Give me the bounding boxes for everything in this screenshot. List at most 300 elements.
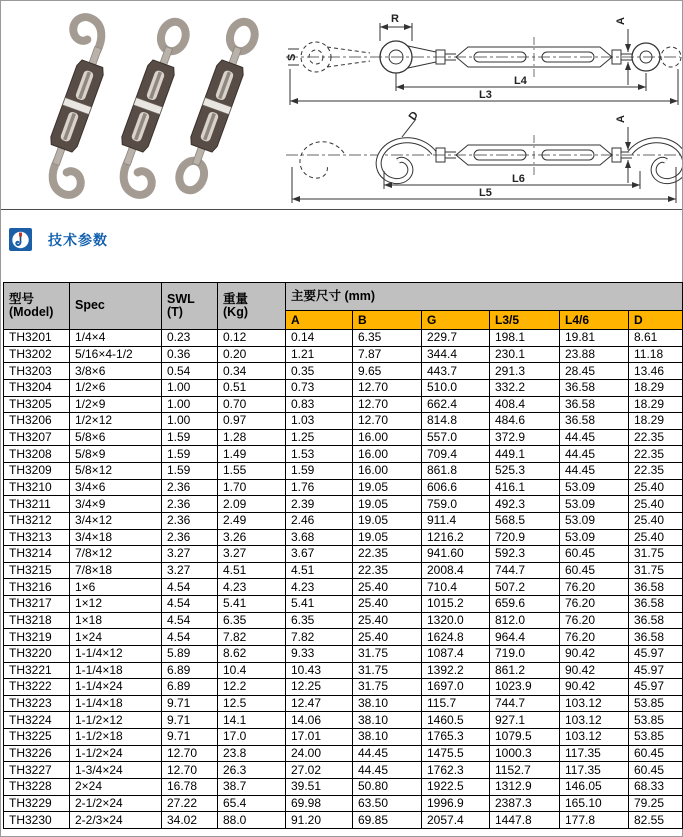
- cell-b: 22.35: [353, 562, 422, 579]
- cell-l4-6: 117.35: [560, 745, 629, 762]
- cell-g: 911.4: [422, 512, 490, 529]
- cell-model: TH3226: [4, 745, 70, 762]
- cell-model: TH3216: [4, 579, 70, 596]
- cell-g: 1765.3: [422, 729, 490, 746]
- col-header-l4-6: L4/6: [560, 311, 629, 330]
- table-row: [4, 463, 683, 480]
- cell-a: 3.67: [286, 546, 353, 563]
- turnbuckle-eye-hook: [105, 18, 207, 199]
- cell-spec: 5/16×4-1/2: [70, 346, 162, 363]
- table-row: [4, 529, 683, 546]
- section-title: 技术参数: [48, 231, 108, 248]
- cell-spec: 2-1/2×24: [70, 795, 162, 812]
- table-row: [4, 562, 683, 579]
- table-row: [4, 546, 683, 563]
- cell-b: 44.45: [353, 745, 422, 762]
- cell-b: 44.45: [353, 762, 422, 779]
- spec-table: [3, 282, 683, 829]
- table-row: [4, 629, 683, 646]
- cell-g: 1216.2: [422, 529, 490, 546]
- cell-l3-5: 449.1: [490, 446, 560, 463]
- cell-model: TH3208: [4, 446, 70, 463]
- col-header-swl: SWL (T): [162, 283, 218, 330]
- cell-l4-6: 36.58: [560, 379, 629, 396]
- cell-swl: 3.27: [162, 546, 218, 563]
- cell-g: 1320.0: [422, 612, 490, 629]
- cell-swl: 4.54: [162, 579, 218, 596]
- cell-a: 12.25: [286, 679, 353, 696]
- cell-b: 12.70: [353, 413, 422, 430]
- cell-b: 25.40: [353, 612, 422, 629]
- cell-g: 814.8: [422, 413, 490, 430]
- cell-l4-6: 28.45: [560, 363, 629, 380]
- cell-a: 1.21: [286, 346, 353, 363]
- cell-l3-5: 408.4: [490, 396, 560, 413]
- cell-l4-6: 36.58: [560, 396, 629, 413]
- cell-weight: 4.23: [218, 579, 286, 596]
- cell-l4-6: 165.10: [560, 795, 629, 812]
- cell-d: 82.55: [629, 812, 683, 829]
- table-row: [4, 596, 683, 613]
- cell-g: 1624.8: [422, 629, 490, 646]
- cell-d: 53.85: [629, 695, 683, 712]
- cell-swl: 2.36: [162, 479, 218, 496]
- cell-b: 19.05: [353, 512, 422, 529]
- cell-spec: 1/2×9: [70, 396, 162, 413]
- cell-a: 10.43: [286, 662, 353, 679]
- cell-swl: 0.23: [162, 330, 218, 347]
- cell-spec: 1/2×6: [70, 379, 162, 396]
- cell-b: 7.87: [353, 346, 422, 363]
- cell-weight: 3.26: [218, 529, 286, 546]
- cell-d: 31.75: [629, 562, 683, 579]
- cell-l3-5: 525.3: [490, 463, 560, 480]
- cell-l4-6: 76.20: [560, 596, 629, 613]
- dim-label-a: A: [615, 115, 627, 123]
- cell-g: 344.4: [422, 346, 490, 363]
- media-section: [1, 1, 682, 210]
- cell-weight: 0.20: [218, 346, 286, 363]
- cell-b: 25.40: [353, 596, 422, 613]
- table-row: [4, 346, 683, 363]
- cell-l3-5: 291.3: [490, 363, 560, 380]
- cell-weight: 2.09: [218, 496, 286, 513]
- table-row: [4, 729, 683, 746]
- cell-l4-6: 90.42: [560, 679, 629, 696]
- cell-b: 31.75: [353, 679, 422, 696]
- section-heading: [9, 228, 108, 251]
- cell-d: 18.29: [629, 379, 683, 396]
- cell-swl: 2.36: [162, 529, 218, 546]
- cell-model: TH3228: [4, 778, 70, 795]
- cell-d: 22.35: [629, 446, 683, 463]
- cell-b: 16.00: [353, 463, 422, 480]
- cell-d: 36.58: [629, 612, 683, 629]
- cell-swl: 2.36: [162, 512, 218, 529]
- cell-a: 3.68: [286, 529, 353, 546]
- cell-l4-6: 60.45: [560, 546, 629, 563]
- col-header-weight: 重量 (Kg): [218, 283, 286, 330]
- table-row: [4, 812, 683, 829]
- cell-l4-6: 53.09: [560, 529, 629, 546]
- cell-l3-5: 720.9: [490, 529, 560, 546]
- cell-l3-5: 2387.3: [490, 795, 560, 812]
- cell-b: 31.75: [353, 645, 422, 662]
- cell-model: TH3217: [4, 596, 70, 613]
- table-row: [4, 446, 683, 463]
- dim-label-l3: L3: [479, 89, 492, 101]
- cell-swl: 1.00: [162, 413, 218, 430]
- cell-l3-5: 719.0: [490, 645, 560, 662]
- col-header-d: D: [629, 311, 683, 330]
- cell-weight: 1.49: [218, 446, 286, 463]
- cell-a: 24.00: [286, 745, 353, 762]
- cell-model: TH3219: [4, 629, 70, 646]
- cell-b: 16.00: [353, 429, 422, 446]
- cell-a: 1.59: [286, 463, 353, 480]
- cell-swl: 3.27: [162, 562, 218, 579]
- cell-weight: 23.8: [218, 745, 286, 762]
- dim-label-l4: L4: [514, 75, 527, 87]
- cell-a: 17.01: [286, 729, 353, 746]
- cell-weight: 2.49: [218, 512, 286, 529]
- cell-g: 709.4: [422, 446, 490, 463]
- cell-spec: 1-1/2×24: [70, 745, 162, 762]
- cell-b: 31.75: [353, 662, 422, 679]
- cell-spec: 1-1/4×18: [70, 695, 162, 712]
- cell-l4-6: 23.88: [560, 346, 629, 363]
- table-row: [4, 512, 683, 529]
- cell-g: 759.0: [422, 496, 490, 513]
- cell-weight: 14.1: [218, 712, 286, 729]
- spec-table-body: [4, 330, 683, 829]
- cell-weight: 0.70: [218, 396, 286, 413]
- table-row: [4, 612, 683, 629]
- cell-g: 606.6: [422, 479, 490, 496]
- cell-l3-5: 492.3: [490, 496, 560, 513]
- cell-weight: 38.7: [218, 778, 286, 795]
- cell-l4-6: 90.42: [560, 645, 629, 662]
- cell-g: 115.7: [422, 695, 490, 712]
- cell-model: TH3224: [4, 712, 70, 729]
- cell-l4-6: 117.35: [560, 762, 629, 779]
- col-header-model: 型号 (Model): [4, 283, 70, 330]
- cell-spec: 7/8×18: [70, 562, 162, 579]
- cell-g: 1762.3: [422, 762, 490, 779]
- drawing-eye-eye: [284, 11, 682, 108]
- cell-l3-5: 198.1: [490, 330, 560, 347]
- cell-l3-5: 1000.3: [490, 745, 560, 762]
- cell-model: TH3202: [4, 346, 70, 363]
- cell-l3-5: 332.2: [490, 379, 560, 396]
- table-row: [4, 778, 683, 795]
- dim-label-r: R: [391, 13, 399, 25]
- cell-l4-6: 53.09: [560, 479, 629, 496]
- cell-l4-6: 103.12: [560, 729, 629, 746]
- dim-label-l5: L5: [479, 187, 492, 199]
- cell-d: 18.29: [629, 413, 683, 430]
- cell-model: TH3214: [4, 546, 70, 563]
- cell-model: TH3225: [4, 729, 70, 746]
- col-header-dimensions-group: 主要尺寸 (mm): [286, 283, 683, 311]
- cell-g: 229.7: [422, 330, 490, 347]
- cell-spec: 1-1/2×18: [70, 729, 162, 746]
- cell-g: 662.4: [422, 396, 490, 413]
- cell-l3-5: 964.4: [490, 629, 560, 646]
- cell-g: 2057.4: [422, 812, 490, 829]
- cell-b: 19.05: [353, 529, 422, 546]
- cell-weight: 26.3: [218, 762, 286, 779]
- cell-d: 36.58: [629, 629, 683, 646]
- cell-a: 1.76: [286, 479, 353, 496]
- cell-l4-6: 103.12: [560, 695, 629, 712]
- cell-weight: 6.35: [218, 612, 286, 629]
- cell-l3-5: 1312.9: [490, 778, 560, 795]
- cell-weight: 0.97: [218, 413, 286, 430]
- cell-swl: 0.54: [162, 363, 218, 380]
- cell-l3-5: 230.1: [490, 346, 560, 363]
- cell-l4-6: 146.05: [560, 778, 629, 795]
- cell-a: 12.47: [286, 695, 353, 712]
- cell-model: TH3221: [4, 662, 70, 679]
- cell-spec: 2-2/3×24: [70, 812, 162, 829]
- table-row: [4, 363, 683, 380]
- cell-l4-6: 53.09: [560, 496, 629, 513]
- cell-spec: 1-1/4×18: [70, 662, 162, 679]
- cell-model: TH3203: [4, 363, 70, 380]
- table-row: [4, 330, 683, 347]
- cell-l4-6: 76.20: [560, 629, 629, 646]
- cell-b: 22.35: [353, 546, 422, 563]
- cell-swl: 27.22: [162, 795, 218, 812]
- cell-swl: 5.89: [162, 645, 218, 662]
- cell-spec: 1/2×12: [70, 413, 162, 430]
- cell-spec: 1-1/2×12: [70, 712, 162, 729]
- cell-swl: 4.54: [162, 596, 218, 613]
- cell-g: 710.4: [422, 579, 490, 596]
- table-row: [4, 762, 683, 779]
- cell-a: 1.53: [286, 446, 353, 463]
- cell-d: 25.40: [629, 496, 683, 513]
- cell-d: 45.97: [629, 662, 683, 679]
- cell-swl: 2.36: [162, 496, 218, 513]
- cell-model: TH3222: [4, 679, 70, 696]
- cell-model: TH3209: [4, 463, 70, 480]
- cell-spec: 3/4×12: [70, 512, 162, 529]
- cell-d: 53.85: [629, 712, 683, 729]
- cell-g: 1015.2: [422, 596, 490, 613]
- cell-weight: 1.28: [218, 429, 286, 446]
- cell-spec: 1-1/4×24: [70, 679, 162, 696]
- dim-label-s: S: [286, 53, 298, 61]
- turnbuckle-hook-hook: [18, 14, 135, 199]
- cell-a: 2.39: [286, 496, 353, 513]
- cell-b: 9.65: [353, 363, 422, 380]
- cell-l4-6: 103.12: [560, 712, 629, 729]
- cell-d: 68.33: [629, 778, 683, 795]
- cell-l4-6: 90.42: [560, 662, 629, 679]
- dim-label-a: A: [615, 17, 627, 25]
- table-row: [4, 479, 683, 496]
- cell-weight: 10.4: [218, 662, 286, 679]
- cell-spec: 3/4×18: [70, 529, 162, 546]
- cell-l4-6: 44.45: [560, 463, 629, 480]
- cell-a: 6.35: [286, 612, 353, 629]
- cell-b: 63.50: [353, 795, 422, 812]
- cell-g: 1922.5: [422, 778, 490, 795]
- cell-model: TH3207: [4, 429, 70, 446]
- cell-spec: 5/8×9: [70, 446, 162, 463]
- cell-weight: 0.34: [218, 363, 286, 380]
- cell-l3-5: 1079.5: [490, 729, 560, 746]
- cell-weight: 4.51: [218, 562, 286, 579]
- cell-l3-5: 861.2: [490, 662, 560, 679]
- col-header-a: A: [286, 311, 353, 330]
- cell-g: 941.60: [422, 546, 490, 563]
- cell-b: 19.05: [353, 496, 422, 513]
- cell-d: 60.45: [629, 762, 683, 779]
- cell-swl: 9.71: [162, 712, 218, 729]
- cell-b: 38.10: [353, 729, 422, 746]
- cell-model: TH3218: [4, 612, 70, 629]
- cell-model: TH3227: [4, 762, 70, 779]
- cell-swl: 1.59: [162, 463, 218, 480]
- cell-b: 69.85: [353, 812, 422, 829]
- cell-l4-6: 76.20: [560, 612, 629, 629]
- cell-model: TH3230: [4, 812, 70, 829]
- dim-label-l6: L6: [512, 173, 525, 185]
- cell-l3-5: 659.6: [490, 596, 560, 613]
- cell-l4-6: 36.58: [560, 413, 629, 430]
- cell-d: 22.35: [629, 429, 683, 446]
- table-row: [4, 396, 683, 413]
- cell-a: 0.35: [286, 363, 353, 380]
- cell-l3-5: 372.9: [490, 429, 560, 446]
- cell-g: 2008.4: [422, 562, 490, 579]
- cell-model: TH3201: [4, 330, 70, 347]
- cell-weight: 12.5: [218, 695, 286, 712]
- cell-b: 38.10: [353, 695, 422, 712]
- cell-weight: 65.4: [218, 795, 286, 812]
- cell-model: TH3215: [4, 562, 70, 579]
- cell-d: 13.46: [629, 363, 683, 380]
- dim-label-d: D: [406, 109, 422, 123]
- cell-b: 25.40: [353, 629, 422, 646]
- col-header-spec: Spec: [70, 283, 162, 330]
- table-row: [4, 745, 683, 762]
- cell-a: 7.82: [286, 629, 353, 646]
- cell-l4-6: 19.81: [560, 330, 629, 347]
- cell-swl: 1.00: [162, 379, 218, 396]
- cell-b: 50.80: [353, 778, 422, 795]
- cell-l4-6: 44.45: [560, 429, 629, 446]
- cell-g: 443.7: [422, 363, 490, 380]
- table-row: [4, 429, 683, 446]
- table-row: [4, 579, 683, 596]
- cell-g: 1697.0: [422, 679, 490, 696]
- cell-l3-5: 927.1: [490, 712, 560, 729]
- cell-model: TH3220: [4, 645, 70, 662]
- cell-a: 69.98: [286, 795, 353, 812]
- cell-spec: 1×6: [70, 579, 162, 596]
- cell-a: 39.51: [286, 778, 353, 795]
- cell-a: 4.23: [286, 579, 353, 596]
- cell-swl: 0.36: [162, 346, 218, 363]
- cell-model: TH3204: [4, 379, 70, 396]
- cell-g: 1087.4: [422, 645, 490, 662]
- cell-swl: 9.71: [162, 729, 218, 746]
- table-row: [4, 795, 683, 812]
- cell-l3-5: 744.7: [490, 562, 560, 579]
- cell-swl: 6.89: [162, 679, 218, 696]
- cell-a: 0.73: [286, 379, 353, 396]
- cell-d: 31.75: [629, 546, 683, 563]
- cell-d: 11.18: [629, 346, 683, 363]
- cell-weight: 1.55: [218, 463, 286, 480]
- cell-l3-5: 812.0: [490, 612, 560, 629]
- cell-spec: 1-1/4×12: [70, 645, 162, 662]
- cell-a: 0.83: [286, 396, 353, 413]
- cell-b: 6.35: [353, 330, 422, 347]
- turnbuckles-photo: [17, 5, 279, 205]
- cell-b: 25.40: [353, 579, 422, 596]
- cell-spec: 3/8×6: [70, 363, 162, 380]
- cell-a: 91.20: [286, 812, 353, 829]
- cell-l4-6: 177.8: [560, 812, 629, 829]
- cell-b: 12.70: [353, 396, 422, 413]
- cell-g: 510.0: [422, 379, 490, 396]
- cell-d: 79.25: [629, 795, 683, 812]
- cell-l3-5: 592.3: [490, 546, 560, 563]
- cell-weight: 3.27: [218, 546, 286, 563]
- cell-a: 2.46: [286, 512, 353, 529]
- cell-l3-5: 568.5: [490, 512, 560, 529]
- cell-l3-5: 1447.8: [490, 812, 560, 829]
- cell-swl: 9.71: [162, 695, 218, 712]
- cell-l4-6: 53.09: [560, 512, 629, 529]
- cell-spec: 1/4×4: [70, 330, 162, 347]
- col-header-l3-5: L3/5: [490, 311, 560, 330]
- cell-l3-5: 1152.7: [490, 762, 560, 779]
- cell-l3-5: 416.1: [490, 479, 560, 496]
- cell-weight: 88.0: [218, 812, 286, 829]
- cell-g: 1475.5: [422, 745, 490, 762]
- table-row: [4, 379, 683, 396]
- cell-spec: 2×24: [70, 778, 162, 795]
- cell-a: 9.33: [286, 645, 353, 662]
- cell-swl: 1.59: [162, 446, 218, 463]
- cell-spec: 1-3/4×24: [70, 762, 162, 779]
- cell-l3-5: 744.7: [490, 695, 560, 712]
- cell-swl: 4.54: [162, 629, 218, 646]
- cell-l4-6: 60.45: [560, 562, 629, 579]
- cell-l4-6: 76.20: [560, 579, 629, 596]
- cell-spec: 1×24: [70, 629, 162, 646]
- cell-spec: 7/8×12: [70, 546, 162, 563]
- cell-d: 25.40: [629, 512, 683, 529]
- cell-d: 45.97: [629, 679, 683, 696]
- cell-g: 557.0: [422, 429, 490, 446]
- cell-model: TH3211: [4, 496, 70, 513]
- cell-weight: 17.0: [218, 729, 286, 746]
- cell-d: 45.97: [629, 645, 683, 662]
- cell-d: 22.35: [629, 463, 683, 480]
- table-row: [4, 645, 683, 662]
- table-row: [4, 695, 683, 712]
- cell-model: TH3210: [4, 479, 70, 496]
- cell-g: 1996.9: [422, 795, 490, 812]
- table-row: [4, 712, 683, 729]
